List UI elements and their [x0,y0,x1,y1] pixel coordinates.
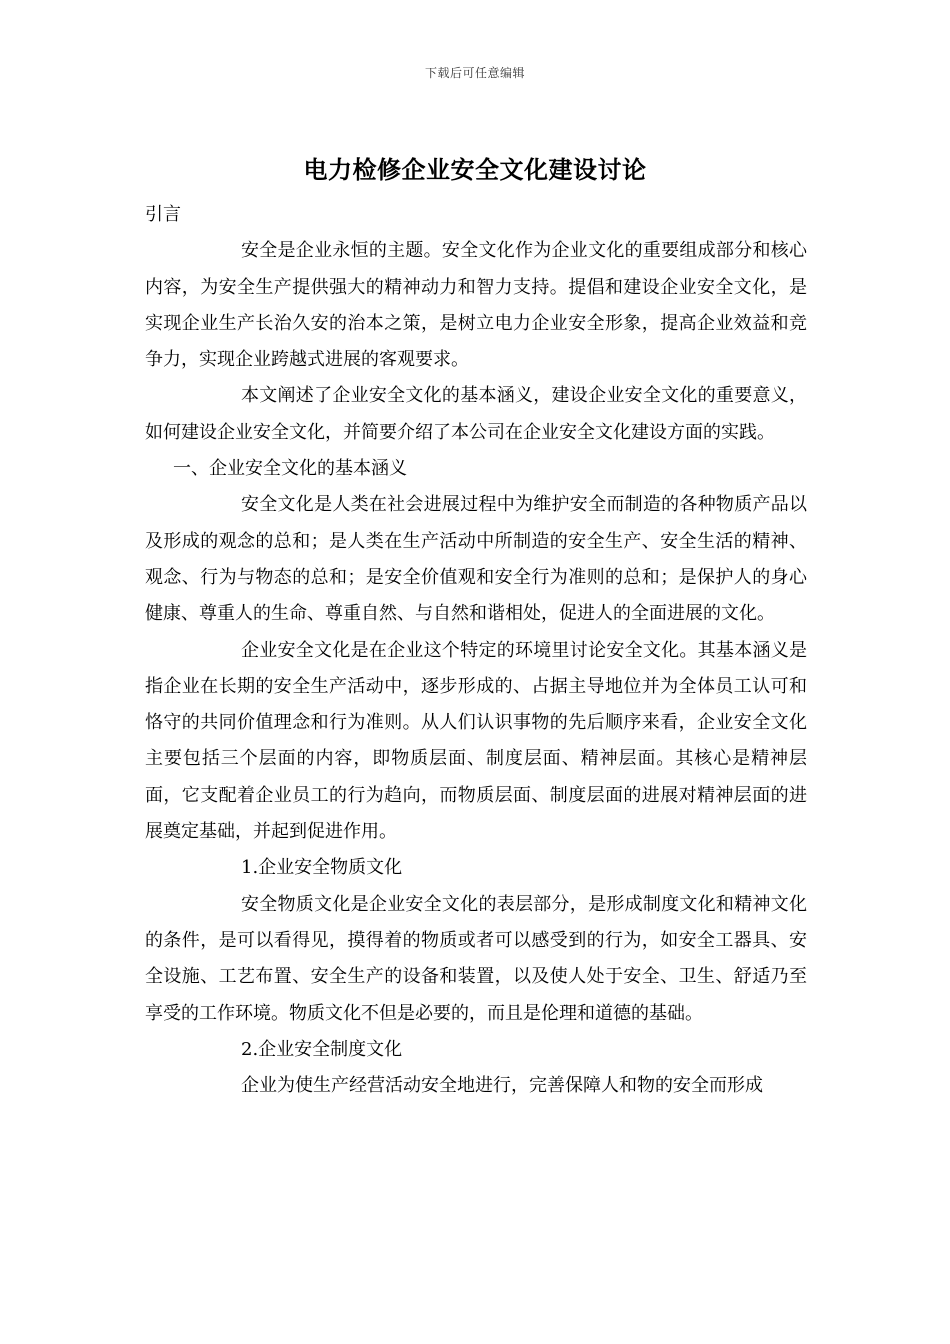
document-body [145,197,807,1104]
subsection-1-paragraph-1: 安全物质文化是企业安全文化的表层部分，是形成制度文化和精神文化的条件，是可以看得见，摸得着的物质或者可以感受到的行为，如安全工器具、安全设施、工艺布置、安全生产的设备和装置，以及使人处于安全、卫生、舒适乃至享受的工作环境。物质文化不但是必要的，而且是伦理和道德的基础。 [145,893,807,1024]
section-1-paragraph-1: 安全文化是人类在社会进展过程中为维护安全而制造的各种物质产品以及形成的观念的总和；是人类在生产活动中所制造的安全生产、安全生活的精神、观念、行为与物态的总和；是安全价值观和安全行为准则的总和；是保护人的身心健康、尊重人的生命、尊重自然、与自然和谐相处，促进人的全面进展的文化。 [145,494,807,625]
section-1-heading: 一、企业安全文化的基本涵义 [173,458,407,480]
section-1-paragraph-2: 企业安全文化是在企业这个特定的环境里讨论安全文化。其基本涵义是指企业在长期的安全生产活动中，逐步形成的、占据主导地位并为全体员工认可和恪守的共同价值理念和行为准则。从人们认识事物的先后顺序来看，企业安全文化主要包括三个层面的内容，即物质层面、制度层面、精神层面。其核心是精神层面，它支配着企业员工的行为趋向，而物质层面、制度层面的进展对精神层面的进展奠定基础，并起到促进作用。 [145,639,807,843]
subsection-2-paragraph-1: 企业为使生产经营活动安全地进行，完善保障人和物的安全而形成 [241,1075,763,1097]
intro-paragraph-1: 安全是企业永恒的主题。安全文化作为企业文化的重要组成部分和核心内容，为安全生产提供强大的精神动力和智力支持。提倡和建设企业安全文化，是实现企业生产长治久安的治本之策，是树立电力企业安全形象，提高企业效益和竞争力，实现企业跨越式进展的客观要求。 [145,240,807,371]
intro-label: 引言 [145,204,181,225]
header-note: 下载后可任意编辑 [424,66,525,80]
subsection-2-heading: 2.企业安全制度文化 [241,1038,403,1060]
intro-paragraph-2: 本文阐述了企业安全文化的基本涵义，建设企业安全文化的重要意义，如何建设企业安全文化，并简要介绍了本公司在企业安全文化建设方面的实践。 [145,385,807,443]
subsection-1-heading: 1.企业安全物质文化 [241,857,403,879]
document-title: 电力检修企业安全文化建设讨论 [303,155,647,184]
